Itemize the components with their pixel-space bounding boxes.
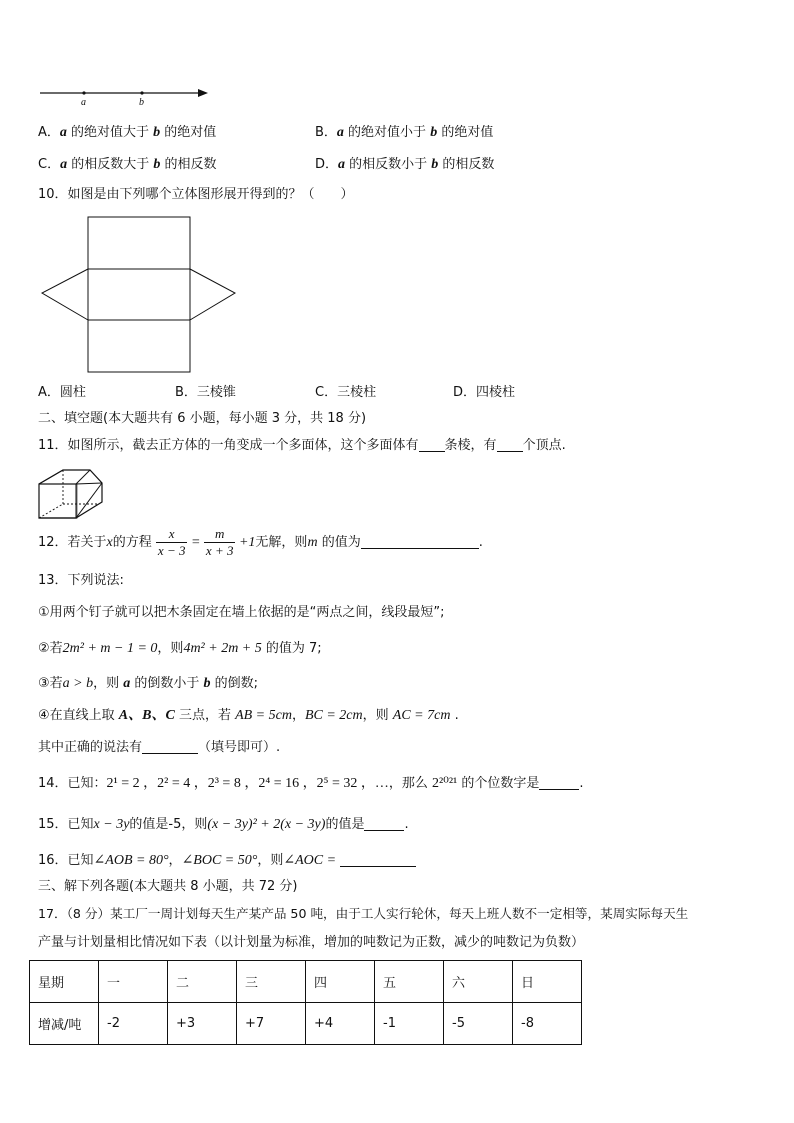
net-rect-bottom xyxy=(88,320,190,372)
q15-answer-blank[interactable] xyxy=(364,816,404,831)
q13-answer-blank[interactable] xyxy=(142,739,198,754)
point-b-label: b xyxy=(139,97,144,108)
q12-fraction-1: $\frac{x}{x - 3}$ xyxy=(157,526,186,558)
cube-cut-edge-1 xyxy=(76,483,102,484)
table-cell: 六 xyxy=(444,961,513,1003)
q9-option-c: C．a 的相反数大于 b 的相反数 xyxy=(38,157,217,172)
table-cell: +3 xyxy=(168,1003,237,1045)
q13-answer-line: 其中正确的说法有 （填号即可）. xyxy=(38,740,281,755)
point-b-dot xyxy=(140,91,143,94)
table-cell: -2 xyxy=(99,1003,168,1045)
table-cell: -1 xyxy=(375,1003,444,1045)
q16-text: 16．已知∠AOB = 80°，∠BOC = 50°，则∠AOC = xyxy=(38,852,416,870)
net-rect-top xyxy=(88,217,190,269)
q13-item-4: ④在直线上取 A、B、C 三点，若 AB = 5cm，BC = 2cm，则 AC = 7cm . xyxy=(38,708,459,723)
number-line-arrow xyxy=(198,89,208,97)
table-cell: +4 xyxy=(306,1003,375,1045)
cube-front-face xyxy=(39,484,77,518)
table-cell: 四 xyxy=(306,961,375,1003)
table-row xyxy=(30,1003,582,1045)
table-cell: -5 xyxy=(444,1003,513,1045)
table-header-cell: 增减/吨 xyxy=(30,1003,99,1045)
table-cell: 三 xyxy=(237,961,306,1003)
point-a-label: a xyxy=(81,97,86,108)
q11-blank-edges[interactable] xyxy=(419,437,445,452)
q9-option-d: D．a 的相反数小于 b 的相反数 xyxy=(315,157,495,172)
q10-option-a: A．圆柱 xyxy=(38,385,86,400)
table-header-cell: 星期 xyxy=(30,961,99,1003)
cube-cut-edge-2 xyxy=(76,483,102,518)
section-2-heading: 二、填空题(本大题共有 6 小题，每小题 3 分，共 18 分) xyxy=(38,411,367,426)
q15-text: 15．已知x − 3y的值是-5，则(x − 3y)² + 2(x − 3y)的值是 . xyxy=(38,817,409,832)
q12-answer-blank[interactable] xyxy=(361,534,479,549)
q10-option-b: B．三棱锥 xyxy=(175,385,236,400)
q13-stem: 13．下列说法: xyxy=(38,573,124,588)
cube-edge-4 xyxy=(76,470,90,484)
q13-item-1: ①用两个钉子就可以把木条固定在墙上依据的是“两点之间，线段最短”; xyxy=(38,605,445,620)
q9-option-a: A．a 的绝对值大于 b 的绝对值 xyxy=(38,125,217,140)
q12-text: 12．若关于x的方程 $\frac{x}{x - 3}$ = $\frac{m}{x + 3}$ +1无解，则m 的值为 . xyxy=(38,526,483,558)
table-cell: +7 xyxy=(237,1003,306,1045)
cube-edge-1 xyxy=(39,470,63,484)
cube-outline xyxy=(39,470,102,518)
q13-item-3: ③若a > b，则 a 的倒数小于 b 的倒数; xyxy=(38,676,259,691)
table-cell: 二 xyxy=(168,961,237,1003)
q10-option-c: C．三棱柱 xyxy=(315,385,377,400)
q16-answer-blank[interactable] xyxy=(340,852,416,867)
q17-line-2: 产量与计划量相比情况如下表（以计划量为标准，增加的吨数记为正数，减少的吨数记为负数） xyxy=(38,935,585,950)
cube-hidden-edge-1 xyxy=(39,504,63,518)
table-row xyxy=(30,961,582,1003)
q14-text: 14．已知：2¹ = 2 ，2² = 4 ，2³ = 8 ，2⁴ = 16 ，2⁵ = 32 ，…，那么 2²⁰²¹ 的个位数字是 . xyxy=(38,776,584,791)
net-triangle-right xyxy=(190,269,235,320)
q11-text: 11．如图所示，截去正方体的一角变成一个多面体，这个多面体有 条棱，有 个顶点. xyxy=(38,438,566,453)
q12-fraction-2: $\frac{m}{x + 3}$ xyxy=(205,526,234,558)
cut-cube-figure xyxy=(36,466,108,522)
q13-item-2: ②若2m² + m − 1 = 0，则4m² + 2m + 5 的值为 7; xyxy=(38,641,322,656)
table-cell: 五 xyxy=(375,961,444,1003)
net-rect-middle xyxy=(88,269,190,320)
table-cell: 一 xyxy=(99,961,168,1003)
number-line-figure xyxy=(38,84,214,110)
q14-answer-blank[interactable] xyxy=(539,775,579,790)
table-cell: -8 xyxy=(513,1003,582,1045)
prism-net-figure xyxy=(40,216,240,376)
production-table xyxy=(29,960,582,1045)
q11-blank-vertices[interactable] xyxy=(497,437,523,452)
point-a-dot xyxy=(82,91,85,94)
q9-option-b: B．a 的绝对值小于 b 的绝对值 xyxy=(315,125,494,140)
net-triangle-left xyxy=(42,269,88,320)
q10-option-d: D．四棱柱 xyxy=(453,385,516,400)
section-3-heading: 三、解下列各题(本大题共 8 小题，共 72 分) xyxy=(38,879,298,894)
q10-stem: 10．如图是由下列哪个立体图形展开得到的？（ ） xyxy=(38,187,354,202)
table-cell: 日 xyxy=(513,961,582,1003)
q17-line-1: 17．（8 分）某工厂一周计划每天生产某产品 50 吨，由于工人实行轮休，每天上班人数不一定相等，某周实际每天生 xyxy=(38,906,689,921)
